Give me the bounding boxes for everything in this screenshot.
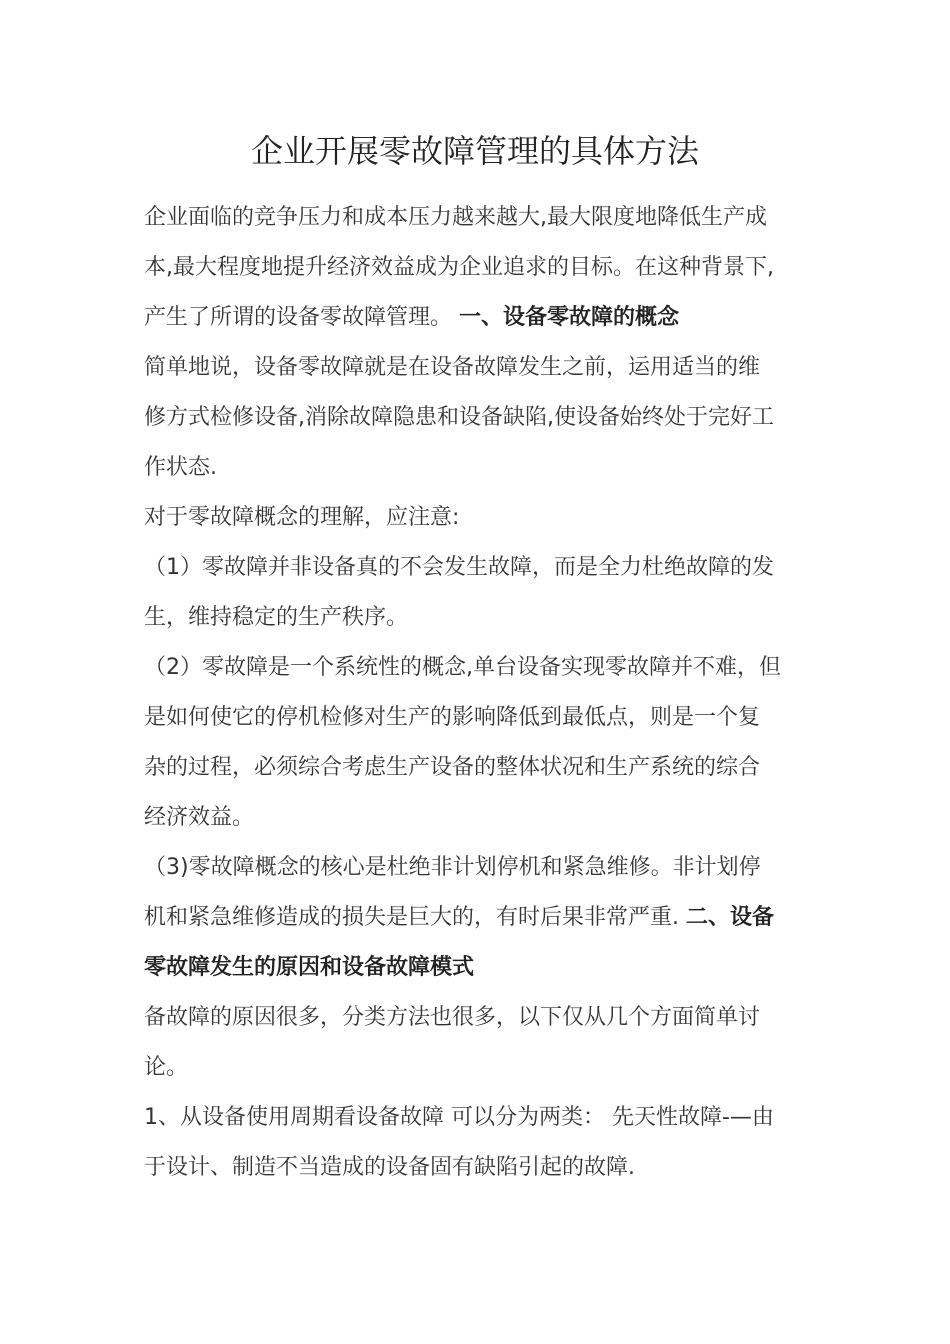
- body-text-run: 备故障的原因很多，分类方法也很多，以下仅从几个方面简单讨: [144, 1005, 761, 1030]
- body-text-run: 企业面临的竞争压力和成本压力越来越大,最大限度地降低生产成: [144, 205, 767, 230]
- body-text-run: 是如何使它的停机检修对生产的影响降低到最低点，则是一个复: [144, 705, 761, 730]
- text-line: [144, 493, 810, 543]
- body-text-run: 经济效益。: [144, 805, 255, 830]
- document-body: [144, 193, 810, 1193]
- body-text-run: 论。: [144, 1055, 189, 1080]
- body-text-run: （1）零故障并非设备真的不会发生故障，而是全力杜绝故障的发: [144, 555, 774, 580]
- text-line: [144, 1093, 810, 1143]
- document-title: 企业开展零故障管理的具体方法: [250, 132, 699, 170]
- body-text-run: 机和紧急维修造成的损失是巨大的，有时后果非常严重.: [144, 905, 686, 930]
- body-text-run: 简单地说，设备零故障就是在设备故障发生之前，运用适当的维: [144, 355, 761, 380]
- text-line: [144, 943, 810, 993]
- body-text-run: 于设计、制造不当造成的设备固有缺陷引起的故障.: [144, 1155, 635, 1180]
- body-text-run: （3)零故障概念的核心是杜绝非计划停机和紧急维修。非计划停: [144, 855, 761, 880]
- text-line: [144, 743, 810, 793]
- body-text-run: 产生了所谓的设备零故障管理。: [144, 305, 459, 330]
- text-line: [144, 443, 810, 493]
- section-heading-text: 二、设备: [686, 905, 775, 930]
- body-text-run: 杂的过程，必须综合考虑生产设备的整体状况和生产系统的综合: [144, 755, 761, 780]
- text-line: [144, 343, 810, 393]
- text-line: [144, 293, 810, 343]
- text-line: [144, 993, 810, 1043]
- section-heading-text: 一、设备零故障的概念: [459, 305, 680, 330]
- text-line: [144, 1043, 810, 1093]
- body-text-run: 作状态.: [144, 455, 217, 480]
- body-text-run: 修方式检修设备,消除故障隐患和设备缺陷,使设备始终处于完好工: [144, 405, 774, 430]
- text-line: [144, 193, 810, 243]
- text-line: [144, 793, 810, 843]
- text-line: [144, 393, 810, 443]
- text-line: [144, 893, 810, 943]
- text-line: [144, 243, 810, 293]
- body-text-run: 生，维持稳定的生产秩序。: [144, 605, 409, 630]
- text-line: [144, 543, 810, 593]
- body-text-run: 对于零故障概念的理解，应注意:: [144, 505, 460, 530]
- section-heading-text: 零故障发生的原因和设备故障模式: [144, 955, 475, 980]
- text-line: [144, 1143, 810, 1193]
- body-text-run: 本,最大程度地提升经济效益成为企业追求的目标。在这种背景下,: [144, 255, 774, 280]
- text-line: [144, 693, 810, 743]
- body-text-run: （2）零故障是一个系统性的概念,单台设备实现零故障并不难，但: [144, 655, 781, 680]
- text-line: [144, 843, 810, 893]
- text-line: [144, 593, 810, 643]
- body-text-run: 1、从设备使用周期看设备故障 可以分为两类： 先天性故障-—由: [144, 1105, 774, 1130]
- text-line: [144, 643, 810, 693]
